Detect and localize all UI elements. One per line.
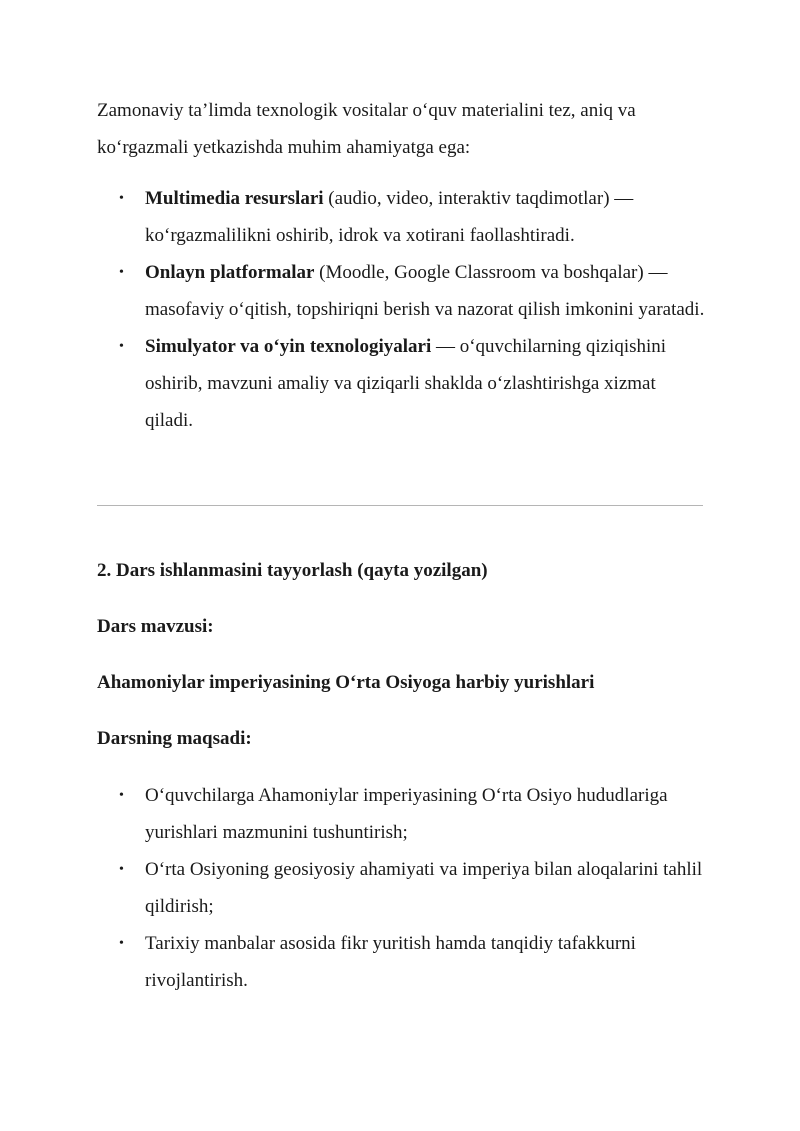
- bullet-icon: •: [119, 788, 124, 803]
- tool-name: Onlayn platformalar: [145, 262, 315, 283]
- section-heading: 2. Dars ishlanmasini tayyorlash (qayta yozilgan): [97, 560, 488, 581]
- bullet-icon: •: [119, 936, 124, 951]
- goal-label: Darsning maqsadi:: [97, 728, 252, 749]
- list-item: [119, 328, 707, 439]
- bullet-icon: •: [119, 862, 124, 877]
- goal-text: Tarixiy manbalar asosida fikr yuritish hamda tanqidiy tafakkurni rivojlantirish.: [145, 933, 636, 991]
- tool-description: (audio, video, interaktiv taqdimotlar) — ko‘rgazmalilikni oshirib, idrok va xotirani faollashtiradi.: [145, 188, 634, 246]
- topic-label: Dars mavzusi:: [97, 616, 214, 637]
- tool-name: Simulyator va o‘yin texnologiyalari: [145, 336, 432, 357]
- list-item: [119, 254, 707, 328]
- bullet-icon: •: [119, 339, 124, 354]
- list-item: [119, 925, 707, 999]
- goals-list: [97, 777, 707, 999]
- tool-description: (Moodle, Google Classroom va boshqalar) — masofaviy o‘qitish, topshiriqni berish va nazorat qilish imkonini yaratadi.: [145, 262, 705, 320]
- list-item: [119, 777, 707, 851]
- list-item: [119, 180, 707, 254]
- lesson-plan-section: [97, 553, 707, 999]
- intro-paragraph: Zamonaviy ta’limda texnologik vositalar o‘quv materialini tez, aniq va ko‘rgazmali yetkazishda muhim ahamiyatga ega:: [97, 100, 636, 158]
- horizontal-divider: [97, 505, 703, 506]
- goal-text: O‘quvchilarga Ahamoniylar imperiyasining O‘rta Osiyo hududlariga yurishlari mazmunini tushuntirish;: [145, 785, 668, 843]
- list-item: [119, 851, 707, 925]
- goal-text: O‘rta Osiyoning geosiyosiy ahamiyati va imperiya bilan aloqalarini tahlil qildirish;: [145, 859, 703, 917]
- tools-list: [97, 180, 707, 439]
- lesson-topic: Ahamoniylar imperiyasining O‘rta Osiyoga harbiy yurishlari: [97, 672, 595, 693]
- intro-block: [97, 92, 707, 439]
- tool-description: — o‘quvchilarning qiziqishini oshirib, mavzuni amaliy va qiziqarli shaklda o‘zlashtirishga xizmat qiladi.: [145, 336, 667, 431]
- tool-name: Multimedia resurslari: [145, 188, 324, 209]
- bullet-icon: •: [119, 265, 124, 280]
- bullet-icon: •: [119, 191, 124, 206]
